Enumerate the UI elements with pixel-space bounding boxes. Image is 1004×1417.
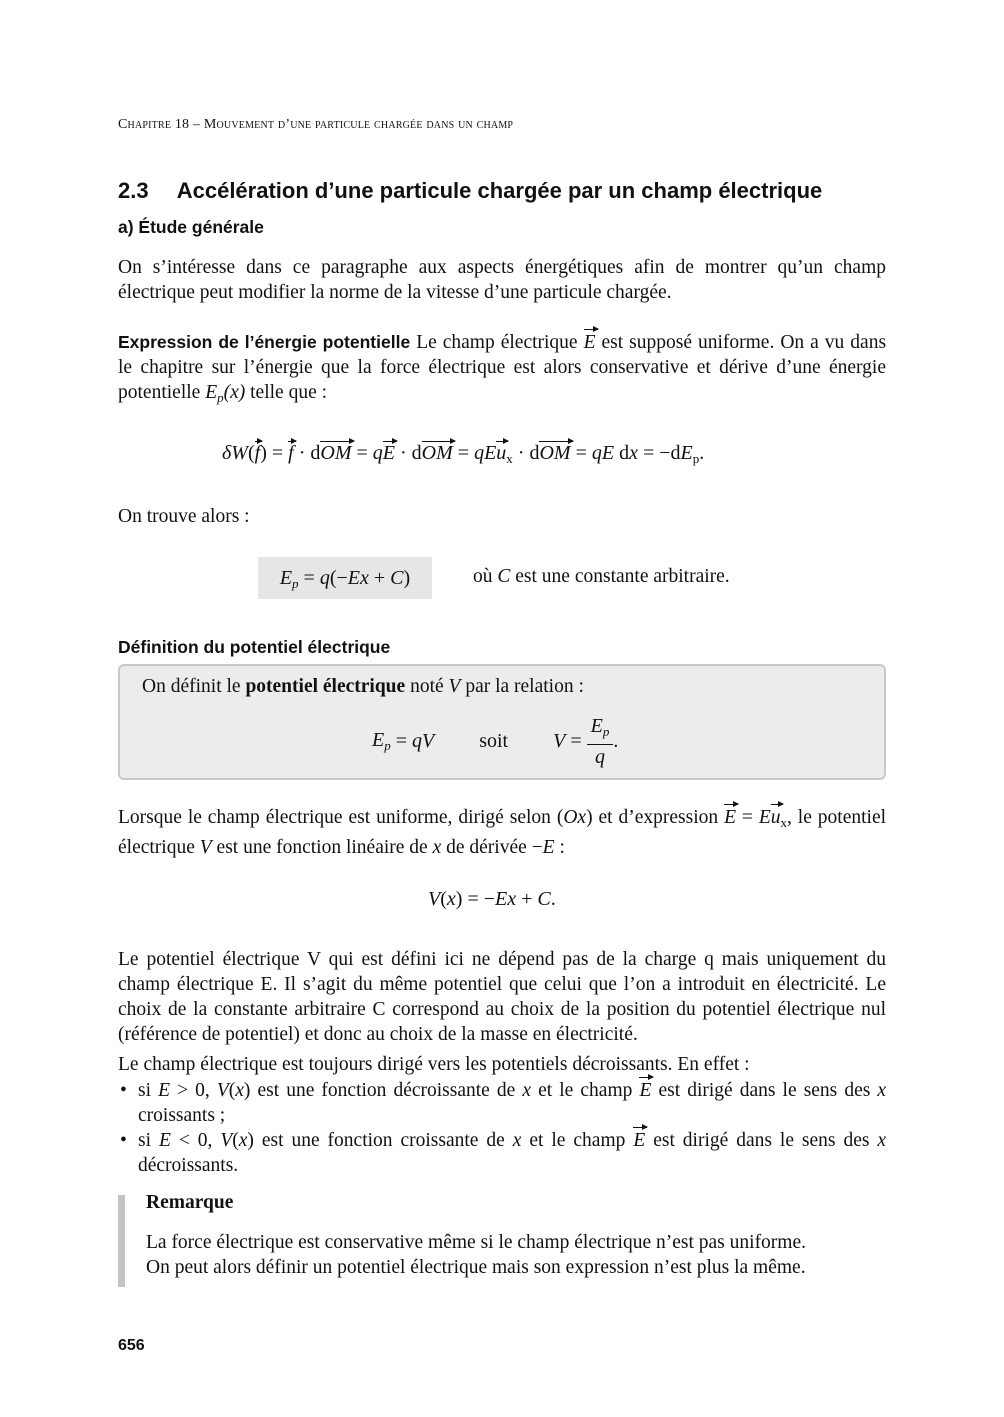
soit-word: soit (479, 730, 509, 752)
energy-label: Expression de l’énergie potentielle (118, 332, 411, 352)
section-title-text: Accélération d’une particule chargée par un champ électrique (176, 178, 823, 203)
remark-line-1: La force électrique est conservative même si le champ électrique n’est pas uniforme. (146, 1232, 807, 1253)
energy-text-a: Le champ électrique (416, 332, 578, 353)
uniform-text-c: , le potentiel électrique (118, 807, 887, 858)
bullet-item-1: • si E > 0, V(x) est une fonction décroissante de x et le champ E est dirigé dans le sens des x croissants ; (120, 1080, 887, 1126)
bullet1-text-b: et le champ (538, 1080, 633, 1101)
bullet2-text-b: et le champ (529, 1130, 626, 1151)
potential-energy-formula: $E_p = q(-Ex + C)$ (258, 557, 432, 599)
uniform-text-e: de dérivée (446, 837, 527, 858)
definition-text: On définit le potentiel électrique noté V par la relation : (142, 676, 584, 697)
subsection-title: a) Étude générale (118, 217, 264, 237)
discussion-paragraph-2: Le champ électrique est toujours dirigé vers les potentiels décroissants. En effet : (118, 1054, 750, 1075)
definition-text-a: On définit le (142, 676, 241, 697)
definition-text-c: par la relation : (465, 676, 584, 697)
ep-symbol: $E_p(x)$ (205, 382, 246, 405)
chapter-header-text: Chapitre 18 – Mouvement d’une particule chargée dans un champ (118, 117, 514, 132)
section-title (118, 178, 822, 204)
discussion-paragraph-1: Le potentiel électrique V qui est défini ici ne dépend pas de la charge q mais uniquement du champ électrique E. Il s’agit du même potentiel que celui que l’on a introduit en électricité. Le choix de la constante arbitraire C correspond au choix de la position du potentiel électrique nul (référence de potentiel) et donc au choix de la masse en électricité. (118, 949, 886, 1045)
bullet2-text-d: décroissants. (138, 1155, 239, 1176)
uniform-paragraph: Lorsque le champ électrique est uniforme, dirigé selon (Ox) et d’expression $E = Eu_x$, le potentiel électrique V est une fonction linéaire de x de dérivée −E : (118, 807, 887, 858)
found-text: On trouve alors : (118, 506, 250, 527)
uniform-text-a: Lorsque le champ électrique est uniforme, dirigé selon (118, 807, 551, 828)
chapter-header (118, 117, 513, 133)
energy-paragraph (118, 330, 886, 410)
intro-paragraph: On s’intéresse dans ce paragraphe aux aspects énergétiques afin de montrer qu’un champ électrique peut modifier la norme de la vitesse d’une particule chargée. (118, 257, 886, 303)
definition-box (118, 664, 886, 780)
remark-bar (118, 1195, 125, 1287)
bullet1-text-c: est dirigé dans le sens des (658, 1080, 871, 1101)
constant-note-a: où (473, 566, 493, 587)
definition-title: Définition du potentiel électrique (118, 637, 391, 657)
vector-e: E (583, 332, 596, 353)
energy-text-b: est supposé uniforme. On a vu dans le chapitre sur l’énergie que la force électrique est alors conservative et dérive d’une énergie potentielle (118, 332, 887, 403)
remark-line-2: On peut alors définir un potentiel électrique mais son expression n’est plus la même. (146, 1257, 806, 1278)
definition-text-b: noté (410, 676, 444, 697)
remark-body (146, 1230, 806, 1280)
bullet1-text-a: est une fonction décroissante de (257, 1080, 516, 1101)
uniform-text-d: est une fonction linéaire de (216, 837, 428, 858)
work-equation: δW(f) = f · dOM = qE · dOM = qEu$_x$ · dOM = qE dx = $-dE_p$. (222, 442, 705, 466)
ep-over-q-fraction: $\frac{E_p}{q}$ (587, 714, 614, 769)
section-number: 2.3 (118, 178, 149, 203)
bullet2-text-c: est dirigé dans le sens des (653, 1130, 870, 1151)
page-number: 656 (118, 1337, 145, 1354)
remark-title: Remarque (146, 1192, 234, 1213)
definition-formula: $E_p$ = qV soit V = $\frac{E_p}{q}$ . (372, 715, 619, 768)
linear-potential-formula: V(x) = −Ex + C. (428, 888, 556, 910)
energy-text-c: telle que : (250, 382, 328, 403)
bullet2-text-a: est une fonction croissante de (261, 1130, 505, 1151)
definition-bold: potentiel électrique (245, 676, 406, 697)
bullet-list (118, 1078, 886, 1178)
uniform-text-b: et d’expression (598, 807, 719, 828)
constant-note: où C est une constante arbitraire. (473, 566, 730, 587)
constant-note-b: est une constante arbitraire. (515, 566, 730, 587)
bullet-item-2: • si E < 0, V(x) est une fonction croissante de x et le champ E est dirigé dans le sens des x décroissants. (120, 1130, 887, 1176)
bullet1-text-d: croissants ; (138, 1105, 226, 1126)
